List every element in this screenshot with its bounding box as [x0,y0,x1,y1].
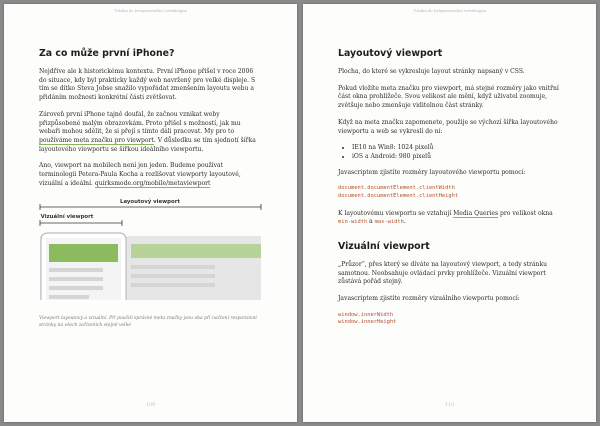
paragraph-text: pro velikost okna [498,209,553,217]
paragraph: Javascriptem zjistíte rozměry vizuálního viewportu pomocí: [338,295,520,303]
paragraph: Pokud vložíte meta značku pro viewport, má stejné rozměry jako vnitřní část okna prohlížeče. Svou velikost ale mění, když uživatel zoomuje, zvětšuje nebo zmenšuje viditelnou část stránky. [338,84,559,110]
paragraph: „Průzor“, přes který se díváte na layoutový viewport, a tedy stránku samotnou. Neobsahuje ovládací prvky prohlížeče. Vizuální viewport zůstává pořád stejný. [338,260,548,286]
left-page [4,4,297,422]
paragraph-text: Zároveň první iPhone tajně doufal, že začnou vznikat weby přizpůsobené malým obrazovkám. Proto přišel s možností, jak mu webaři mohou sdělit, že si přejí s tímto dáli pracovat. My pro to [39,110,241,136]
screen-block-green [49,244,118,262]
visual-viewport-label: Vizuální viewport [40,214,94,221]
inline-code: min-width [338,219,368,226]
page-number: 110 [444,403,455,408]
figure-caption: Viewport layoutový a vizuální. Při použití správné meta značky jsou oba při načtení responzivní stránky na všech zařízeních stejně velké [39,316,257,329]
page-block-green [131,244,261,258]
viewport-figure [39,196,262,314]
viewport-diagram [39,196,262,314]
code-line: window.innerWidth [338,311,394,318]
default-width-list [338,144,561,161]
code-block-visual [338,312,561,327]
section-heading-layout-viewport: Layoutový viewport [338,48,443,59]
paragraph-text: Ano, viewport na mobilech není jen jeden. Budeme používat terminologii Petera-Paula Kocha a rozlišovat viewporty layoutové, vizuální a ideální. [39,162,241,187]
paragraph-text: . [403,218,406,226]
media-queries-link[interactable]: Media Queries [453,209,499,217]
code-line: window.innerHeight [338,319,397,326]
section-heading-visual-viewport: Vizuální viewport [338,240,430,252]
paragraph-text: a [367,218,375,226]
meta-viewport-link[interactable]: používáme meta značku pro viewport [39,136,154,144]
code-line: document.documentElement.clientWidth [338,185,455,192]
paragraph: Nejdříve ale k historickému kontextu. První iPhone přišel v roce 2006 do situace, kdy byl prakticky každý web navržený pro velké displeje. S tím se dítko Steva Jobse snažilo vypořádat zmenšením layoutu webu a přidáním možnosti konkrétní části zvětšovat. [39,68,256,102]
code-block-layout [338,185,561,200]
page-number: 109 [145,403,156,408]
paragraph: Plocha, do které se vykresluje layout stránky napsaný v CSS. [338,68,525,75]
code-line: document.documentElement.clientHeight [338,192,459,199]
page-block-line [131,265,215,269]
paragraph: Javascriptem zjistíte rozměry layoutového viewportu pomocí: [338,168,526,176]
list-item: • iOS a Android: 980 pixelů [352,153,561,162]
paragraph-text: . V důsledku se tím sjednotí šířka layoutového viewportu se šířkou ideálního viewportu. [39,136,256,153]
page-block-line [131,274,215,278]
paragraph: Když na meta značku zapomenete, použije se výchozí šířka layoutového viewportu a web se vykreslí do ní: [338,118,558,135]
layout-viewport-label: Layoutový viewport [120,199,180,206]
running-head: Vzhůru do (responzivního) webdesignu [114,8,187,13]
quirksmode-link[interactable]: quirksmode.org/mobile/metaviewport [94,179,211,187]
paragraph [338,210,561,227]
screen-block-line [49,286,103,290]
inline-code: max-width [374,219,404,226]
paragraph [39,162,262,188]
paragraph-text: K layoutovému viewportu se vztahují [338,209,454,217]
page-block-line [131,283,215,287]
right-content [338,48,561,336]
running-head: Vzhůru do (responzivního) webdesignu [413,8,486,13]
screen-block-line [49,268,103,272]
screen-block-line [49,277,103,281]
right-page [303,4,596,422]
section-heading-iphone: Za co může první iPhone? [39,48,175,59]
paragraph [39,111,262,155]
screen-block-line [49,295,89,299]
list-item: • IE10 na Win8: 1024 pixelů [352,144,561,153]
left-content [39,48,262,330]
